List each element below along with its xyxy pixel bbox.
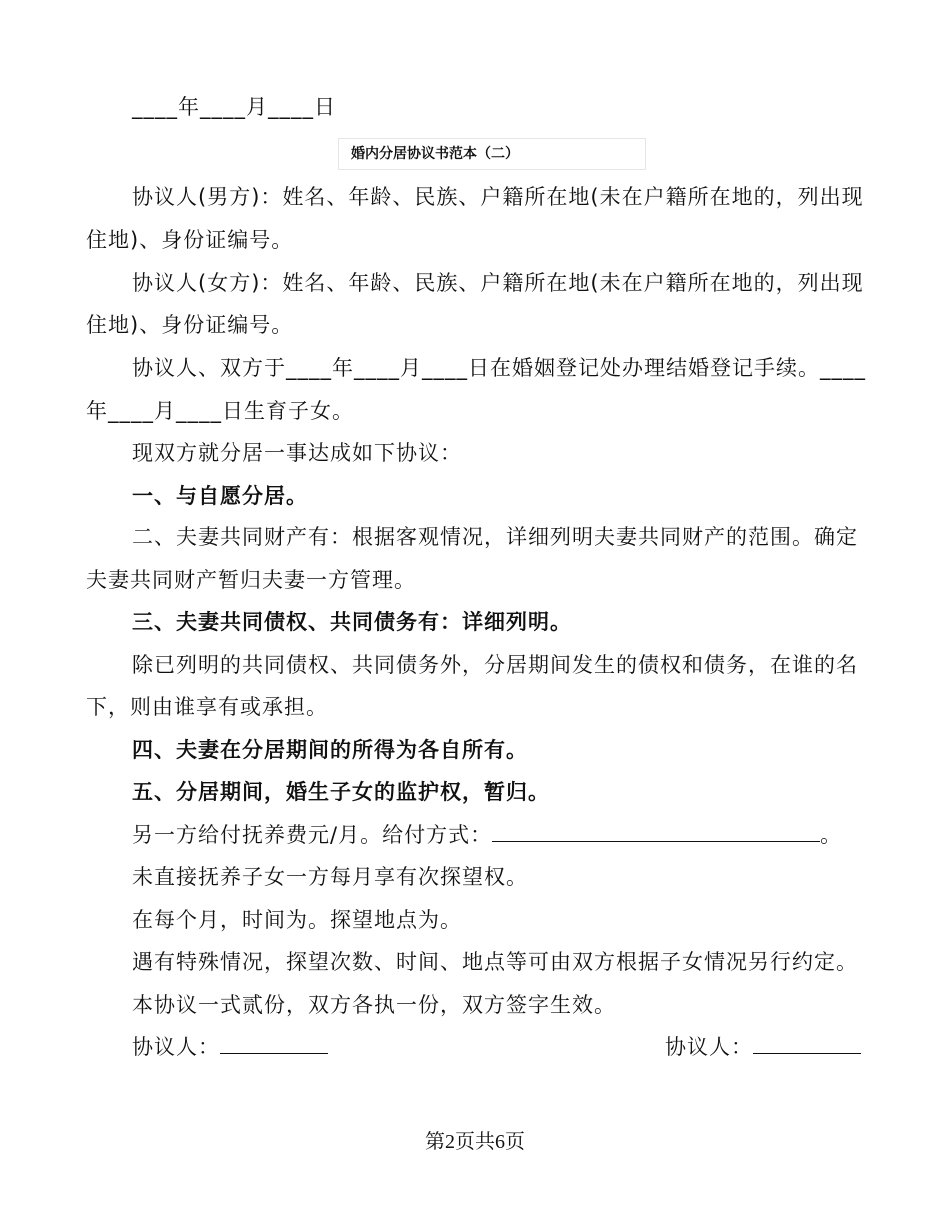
signature-right-blank	[753, 1033, 861, 1054]
payment-label: 另一方给付抚养费元/月。给付方式：	[132, 823, 493, 847]
paragraph-debts-cont: 下，则由谁享有或承担。	[86, 695, 328, 719]
paragraph-female-party-cont: 住地)、身份证编号。	[86, 313, 294, 337]
clause-1: 一、与自愿分居。	[132, 484, 308, 508]
paragraph-payment	[132, 820, 842, 850]
signature-right-label: 协议人：	[665, 1035, 753, 1059]
paragraph-marriage-cont: 年____月____日生育子女。	[86, 399, 354, 423]
signature-left	[132, 1032, 328, 1062]
signature-left-label: 协议人：	[132, 1035, 220, 1059]
signature-right	[665, 1032, 861, 1062]
signature-left-blank	[220, 1033, 328, 1054]
payment-end: 。	[820, 823, 843, 847]
payment-method-blank	[492, 821, 820, 842]
clause-5: 五、分居期间，婚生子女的监护权，暂归。	[132, 780, 550, 804]
paragraph-visit-time: 在每个月，时间为。探望地点为。	[132, 908, 462, 932]
paragraph-special: 遇有特殊情况，探望次数、时间、地点等可由双方根据子女情况另行约定。	[132, 950, 858, 974]
page-footer: 第2页共6页	[425, 1131, 525, 1153]
clause-3: 三、夫妻共同债权、共同债务有：详细列明。	[132, 610, 572, 634]
paragraph-male-party: 协议人(男方)：姓名、年龄、民族、户籍所在地(未在户籍所在地的，列出现	[132, 185, 864, 209]
clause-2-cont: 夫妻共同财产暂归夫妻一方管理。	[86, 568, 416, 592]
paragraph-copies: 本协议一式贰份，双方各执一份，双方签字生效。	[132, 993, 616, 1017]
paragraph-male-party-cont: 住地)、身份证编号。	[86, 228, 294, 252]
paragraph-marriage: 协议人、双方于____年____月____日在婚姻登记处办理结婚登记手续。____	[132, 356, 866, 380]
date-line: ____年____月____日	[132, 95, 336, 119]
paragraph-female-party: 协议人(女方)：姓名、年龄、民族、户籍所在地(未在户籍所在地的，列出现	[132, 271, 864, 295]
paragraph-visitation: 未直接抚养子女一方每月享有次探望权。	[132, 865, 528, 889]
document-title: 婚内分居协议书范本（二）	[338, 138, 646, 170]
clause-4: 四、夫妻在分居期间的所得为各自所有。	[132, 738, 528, 762]
clause-2: 二、夫妻共同财产有：根据客观情况，详细列明夫妻共同财产的范围。确定	[132, 525, 858, 549]
paragraph-debts: 除已列明的共同债权、共同债务外，分居期间发生的债权和债务，在谁的名	[132, 653, 858, 677]
paragraph-intro: 现双方就分居一事达成如下协议：	[132, 441, 462, 465]
